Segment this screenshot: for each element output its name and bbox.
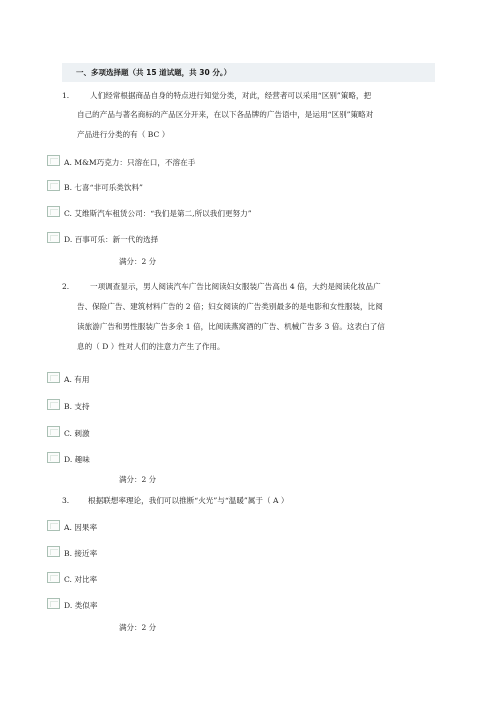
question-1-text-line-1: 人们经常根据商品自身的特点进行知觉分类，对此，经营者可以采用“区别”策略，把 [90,91,372,100]
question-2-text-line-1: 一项调查显示，男人阅读汽车广告比阅读妇女服装广告高出 4 倍，大约是阅读化妆品广 [90,282,381,291]
question-2-number: 2. [62,282,70,291]
checkbox[interactable] [47,572,60,583]
checkbox[interactable] [47,399,60,410]
question-2-option-b[interactable] [47,401,307,415]
question-3-option-a[interactable] [47,522,307,536]
question-1-option-b[interactable] [47,182,307,196]
question-2-text-line-3: 读旅游广告和男性服装广告多余 1 倍，比阅读燕窝酒的广告、机械广告多 3 倍。这表白了信 [77,322,385,331]
question-1-score: 满分：2 分 [119,257,157,266]
checkbox[interactable] [47,206,60,217]
option-label: C. 艾维斯汽车租赁公司：“我们是第二,所以我们更努力” [64,209,252,218]
question-3-option-d[interactable] [47,600,307,614]
checkbox[interactable] [47,598,60,609]
question-3-option-b[interactable] [47,548,307,562]
question-2-option-a[interactable] [47,374,307,388]
question-3-text-line-1: 根据联想率理论，我们可以推断“火光”与“温暖”属于（ A ） [88,496,289,505]
question-1-text-line-2: 自己的产品与著名商标的产品区分开来，在以下各品牌的广告语中，是运用“区别”策略对 [77,110,374,119]
question-1-option-a[interactable] [47,157,307,171]
option-label: C. 对比率 [64,575,98,584]
option-label: D. 类似率 [64,601,98,610]
option-label: A. M&M巧克力：只溶在口，不溶在手 [64,158,196,167]
question-1-option-c[interactable] [47,208,307,222]
checkbox[interactable] [47,546,60,557]
question-3-score: 满分：2 分 [119,623,157,632]
question-1-text-line-3: 产品进行分类的有（ BC ） [77,130,170,139]
section-header: 一、多项选择题（共 15 道试题，共 30 分。） [62,63,435,82]
option-label: B. 接近率 [64,549,98,558]
question-2-text-line-2: 告、保险广告、建筑材料广告的 2 倍；妇女阅读的广告类别最多的是电影和女性服装，比阅 [77,302,383,311]
question-2-option-c[interactable] [47,428,307,442]
checkbox[interactable] [47,155,60,166]
option-label: A. 因果率 [64,523,98,532]
option-label: A. 有用 [64,375,90,384]
option-label: B. 七喜“非可乐类饮料” [64,183,143,192]
checkbox[interactable] [47,426,60,437]
question-2-score: 满分：2 分 [119,475,157,484]
option-label: D. 趣味 [64,455,90,464]
checkbox[interactable] [47,232,60,243]
checkbox[interactable] [47,520,60,531]
option-label: B. 支持 [64,402,90,411]
checkbox[interactable] [47,452,60,463]
checkbox[interactable] [47,372,60,383]
question-1-option-d[interactable] [47,234,307,248]
question-3-option-c[interactable] [47,574,307,588]
question-2-text-line-4: 息的（ D ）性对人们的注意力产生了作用。 [77,342,225,351]
question-2-option-d[interactable] [47,454,307,468]
option-label: C. 刺激 [64,429,90,438]
checkbox[interactable] [47,180,60,191]
question-1-number: 1. [62,91,70,100]
question-3-number: 3. [62,496,70,505]
option-label: D. 百事可乐：新一代的选择 [64,235,159,244]
